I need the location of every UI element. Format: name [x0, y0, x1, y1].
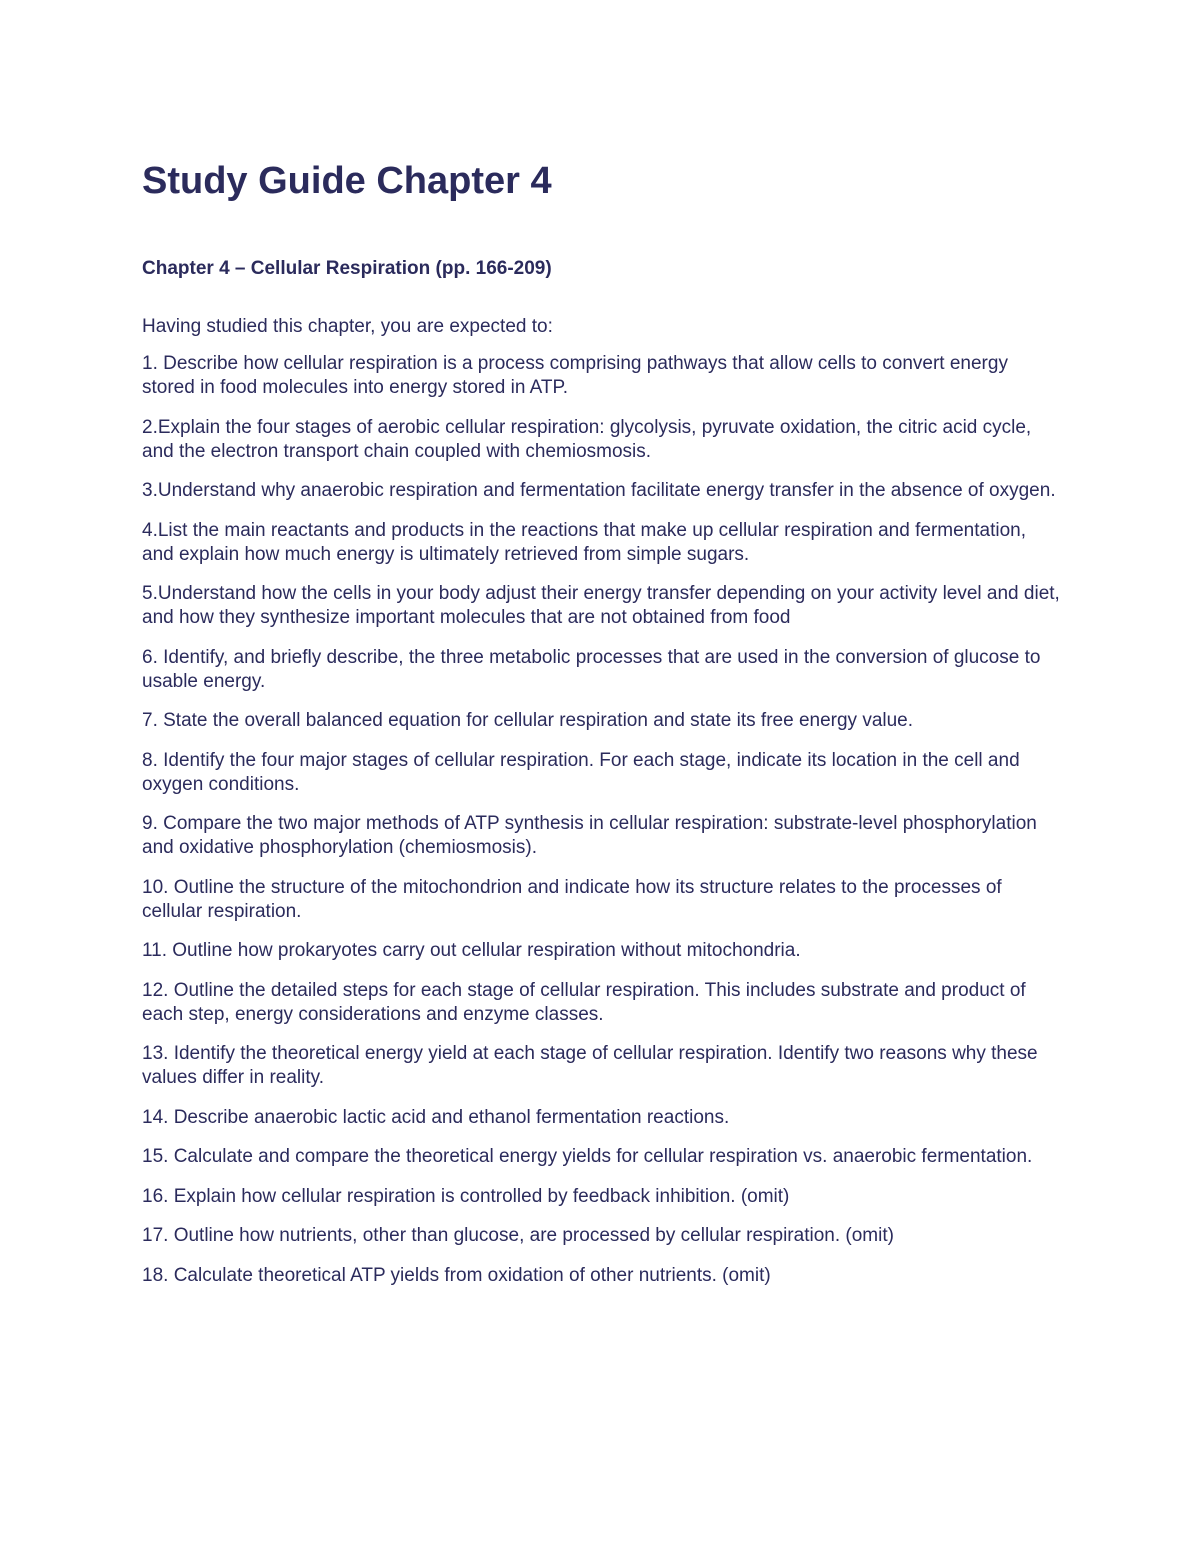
chapter-subtitle: Chapter 4 – Cellular Respiration (pp. 166-209) — [142, 258, 552, 279]
objective-item: 4.List the main reactants and products in the reactions that make up cellular respiration and fermentation, and explain how much energy is ultimately retrieved from simple sugars. — [142, 519, 1026, 565]
objective-item: 14. Describe anaerobic lactic acid and ethanol fermentation reactions. — [142, 1106, 730, 1128]
objective-item: 2.Explain the four stages of aerobic cellular respiration: glycolysis, pyruvate oxidation, the citric acid cycle, and the electron transport chain coupled with chemiosmosis. — [142, 416, 1032, 462]
objective-item: 8. Identify the four major stages of cellular respiration. For each stage, indicate its location in the cell and oxygen conditions. — [142, 749, 1020, 795]
objective-item: 6. Identify, and briefly describe, the three metabolic processes that are used in the conversion of glucose to usable energy. — [142, 646, 1041, 692]
objective-item: 13. Identify the theoretical energy yield at each stage of cellular respiration. Identify two reasons why these values differ in reality. — [142, 1043, 1038, 1088]
intro-text: Having studied this chapter, you are expected to: — [142, 316, 553, 337]
objective-item: 18. Calculate theoretical ATP yields from oxidation of other nutrients. (omit) — [142, 1264, 771, 1286]
objective-item: 10. Outline the structure of the mitochondrion and indicate how its structure relates to the processes of cellular respiration. — [142, 876, 1002, 922]
objective-item: 17. Outline how nutrients, other than glucose, are processed by cellular respiration. (omit) — [142, 1225, 894, 1246]
objective-item: 9. Compare the two major methods of ATP synthesis in cellular respiration: substrate-level phosphorylation and oxidative phosphorylation (chemiosmosis). — [142, 813, 1037, 858]
objectives-list — [142, 352, 1062, 1303]
objective-item: 16. Explain how cellular respiration is controlled by feedback inhibition. (omit) — [142, 1185, 790, 1207]
objective-item: 15. Calculate and compare the theoretical energy yields for cellular respiration vs. anaerobic fermentation. — [142, 1146, 1033, 1167]
objective-item: 12. Outline the detailed steps for each stage of cellular respiration. This includes substrate and product of each step, energy considerations and enzyme classes. — [142, 979, 1026, 1025]
page-title: Study Guide Chapter 4 — [142, 160, 552, 202]
objective-item: 7. State the overall balanced equation for cellular respiration and state its free energy value. — [142, 710, 914, 731]
objective-item: 1. Describe how cellular respiration is a process comprising pathways that allow cells to convert energy stored in food molecules into energy stored in ATP. — [142, 353, 1008, 398]
objective-item: 3.Understand why anaerobic respiration and fermentation facilitate energy transfer in the absence of oxygen. — [142, 480, 1056, 501]
objective-item: 11. Outline how prokaryotes carry out cellular respiration without mitochondria. — [142, 940, 801, 961]
objective-item: 5.Understand how the cells in your body adjust their energy transfer depending on your activity level and diet, and how they synthesize important molecules that are not obtained from food — [142, 583, 1060, 628]
